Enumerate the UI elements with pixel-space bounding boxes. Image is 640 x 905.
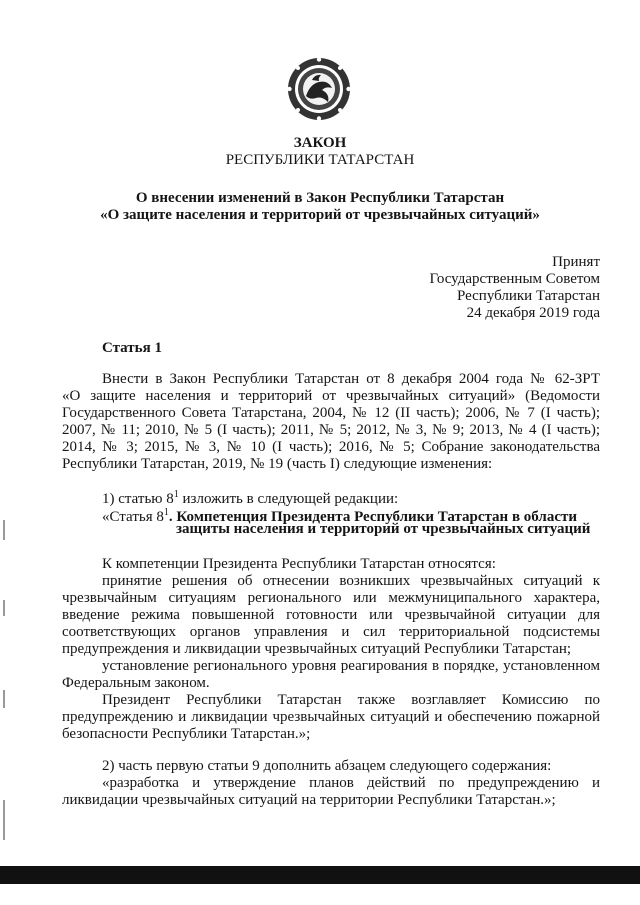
competence-line: Федеральным законом. <box>62 675 210 691</box>
item-1-suffix: изложить в следующей редакции: <box>178 491 399 507</box>
adoption-line-3: Республики Татарстан <box>456 288 600 304</box>
law-title-line-2: «О защите населения и территорий от чрезвычайных ситуаций» <box>100 207 540 223</box>
item-2-line: 2) часть первую статьи 9 дополнить абзацем следующего содержания: <box>102 758 552 774</box>
competence-line: предупреждению и ликвидации чрезвычайных ситуаций и обеспечению пожарной <box>62 709 600 725</box>
competence-line: чрезвычайным ситуациям регионального или межмуниципального характера, <box>62 590 600 606</box>
competence-line: Президент Республики Татарстан также возглавляет Комиссию по <box>102 692 600 708</box>
adoption-line-1: Принят <box>552 254 600 270</box>
item-1-superscript: 1 <box>173 489 179 500</box>
tatarstan-emblem-icon <box>286 56 352 122</box>
item-2-line: ликвидации чрезвычайных ситуаций на территории Республики Татарстан.»; <box>62 792 556 808</box>
competence-line: предупреждения и ликвидации чрезвычайных ситуаций Республики Татарстан; <box>62 641 572 657</box>
republic-label: РЕСПУБЛИКИ ТАТАРСТАН <box>225 152 415 168</box>
competence-line: К компетенции Президента Республики Татарстан относятся: <box>102 556 496 572</box>
article-heading: Статья 1 <box>102 340 162 356</box>
item-2-line: «разработка и утверждение планов действий по предупреждению и <box>102 775 600 791</box>
intro-line: «О защите населения и территорий от чрезвычайных ситуаций» (Ведомости <box>62 388 600 404</box>
quoted-article-prefix: «Статья 8 <box>102 509 164 525</box>
competence-line: принятие решения об отнесении возникших чрезвычайных ситуаций к <box>102 573 600 589</box>
law-title-line-1: О внесении изменений в Закон Республики Татарстан <box>135 190 505 206</box>
intro-line: 2007, № 11; 2010, № 5 (I часть); 2011, № 5; 2012, № 3, № 9; 2013, № 4 (I часть); <box>62 422 600 438</box>
competence-line: соответствующих органов управления и сил территориальной подсистемы <box>62 624 600 640</box>
scan-margin-mark <box>3 690 5 708</box>
intro-line: Внести в Закон Республики Татарстан от 8 декабря 2004 года № 62-ЗРТ <box>102 371 600 387</box>
quoted-article-title-line-1: . Компетенция Президента Республики Татарстан в области <box>168 509 578 525</box>
scan-margin-mark <box>3 800 5 840</box>
competence-line: установление регионального уровня реагирования в порядке, установленном <box>102 658 600 674</box>
adoption-line-2: Государственным Советом <box>429 271 600 287</box>
scan-margin-mark <box>3 600 5 616</box>
intro-line: Государственного Совета Татарстана, 2004, № 12 (II часть); 2006, № 7 (I часть); <box>62 405 600 421</box>
adoption-date: 24 декабря 2019 года <box>466 305 600 321</box>
quoted-article-superscript: 1 <box>163 507 169 518</box>
item-1-prefix: 1) статью 8 <box>102 491 174 507</box>
quoted-article-title-line-2: защиты населения и территорий от чрезвычайных ситуаций <box>176 521 591 537</box>
intro-line: Республики Татарстан, 2019, № 19 (часть I) следующие изменения: <box>62 456 493 472</box>
competence-line: безопасности Республики Татарстан.»; <box>62 726 311 742</box>
scan-bottom-bar <box>0 866 640 884</box>
competence-line: введение режима повышенной готовности или чрезвычайной ситуации для <box>62 607 600 623</box>
intro-line: 2014, № 3; 2015, № 3, № 10 (I часть); 2016, № 5; Собрание законодательства <box>62 439 600 455</box>
law-label: ЗАКОН <box>293 135 347 151</box>
scan-margin-mark <box>3 520 5 540</box>
